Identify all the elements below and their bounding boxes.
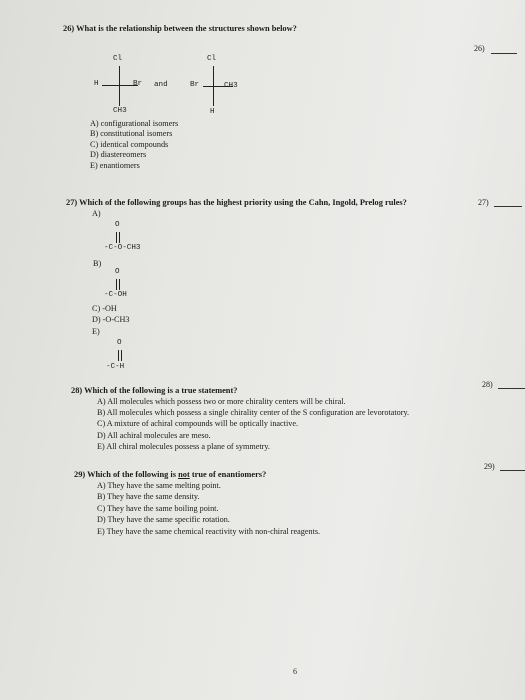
question-text-pre: Which of the following is [87, 470, 179, 479]
choice-27-e[interactable]: E) [92, 327, 100, 336]
question-number: 28) [71, 386, 83, 395]
fischer-left-right: Br [133, 80, 143, 88]
fischer-left-left: H [94, 80, 99, 88]
choice-28-e[interactable]: E) All chiral molecules possess a plane of symmetry. [97, 441, 270, 451]
answer-label-29: 29) [484, 462, 495, 471]
fischer-right-top: Cl [207, 55, 217, 63]
question-text: What is the relationship between the structures shown below? [76, 24, 297, 33]
question-26 [63, 24, 297, 34]
question-text-post: true of enantiomers? [189, 470, 267, 479]
double-bond-line-1 [116, 279, 117, 290]
fischer-right-left: Br [190, 81, 200, 89]
choice-27-a[interactable]: A) [92, 209, 101, 218]
choices-29 [97, 480, 320, 537]
answer-label-27: 27) [478, 198, 489, 207]
aldehyde-group: -C-H [106, 363, 125, 371]
answer-blank-29[interactable] [500, 470, 525, 471]
choice-29-c[interactable]: C) They have the same boiling point. [97, 503, 219, 513]
carbonyl-oxygen: O [115, 221, 120, 229]
choice-29-b[interactable]: B) They have the same density. [97, 492, 200, 502]
question-28 [71, 386, 237, 396]
carbonyl-oxygen: O [117, 339, 122, 347]
question-number: 26) [63, 24, 75, 33]
double-bond-line-2 [119, 232, 120, 243]
choice-26-e[interactable]: E) enantiomers [90, 160, 140, 170]
choice-26-b[interactable]: B) constitutional isomers [90, 129, 173, 139]
fischer-right-right: CH3 [224, 82, 238, 90]
choice-28-c[interactable]: C) A mixture of achiral compounds will be optically inactive. [97, 419, 299, 429]
choices-28 [97, 396, 409, 452]
choice-26-d[interactable]: D) diastereomers [90, 150, 147, 160]
choice-26-c[interactable]: C) identical compounds [90, 139, 169, 149]
answer-label-28: 28) [482, 380, 493, 389]
choice-29-d[interactable]: D) They have the same specific rotation. [97, 515, 230, 525]
fischer-left-top: Cl [113, 55, 123, 63]
choice-28-a[interactable]: A) All molecules which possess two or more chirality centers will be chiral. [97, 397, 346, 406]
question-text: Which of the following groups has the highest priority using the Cahn, Ingold, Prelog rules? [79, 198, 407, 207]
answer-blank-27[interactable] [494, 206, 522, 207]
choice-29-e[interactable]: E) They have the same chemical reactivity with non-chiral reagents. [97, 526, 321, 536]
joiner-and: and [154, 81, 168, 89]
question-number: 27) [66, 198, 78, 207]
choices-26 [90, 119, 178, 171]
fischer-right-bottom: H [210, 108, 215, 116]
choice-29-a[interactable]: A) They have the same melting point. [97, 481, 221, 490]
choice-27-c[interactable]: C) -OH [92, 304, 117, 313]
double-bond-line-1 [118, 350, 119, 361]
carbonyl-oxygen: O [115, 268, 120, 276]
double-bond-line-2 [119, 279, 120, 290]
answer-label-26: 26) [474, 44, 485, 53]
page-number: 6 [293, 667, 297, 676]
choice-26-a[interactable]: A) configurational isomers [90, 119, 179, 128]
question-27 [66, 198, 407, 208]
double-bond-line-2 [121, 350, 122, 361]
choice-28-b[interactable]: B) All molecules which possess a single chirality center of the S configuration are levorotatory. [97, 408, 410, 418]
choice-27-d[interactable]: D) -O-CH3 [92, 315, 130, 324]
fischer-left-bottom: CH3 [113, 107, 127, 115]
choice-28-d[interactable]: D) All achiral molecules are meso. [97, 430, 211, 440]
question-number: 29) [74, 470, 86, 479]
double-bond-line-1 [116, 232, 117, 243]
choice-27-b[interactable]: B) [93, 259, 102, 268]
ester-group: -C-O-CH3 [104, 244, 141, 252]
answer-blank-26[interactable] [491, 53, 517, 54]
question-29 [74, 470, 266, 480]
question-text: Which of the following is a true statement? [84, 386, 238, 395]
fischer-left-vertical-bond [119, 66, 120, 106]
answer-blank-28[interactable] [498, 388, 525, 389]
question-text-emphasis: not [178, 470, 190, 479]
carboxylic-acid-group: -C-OH [104, 291, 127, 299]
